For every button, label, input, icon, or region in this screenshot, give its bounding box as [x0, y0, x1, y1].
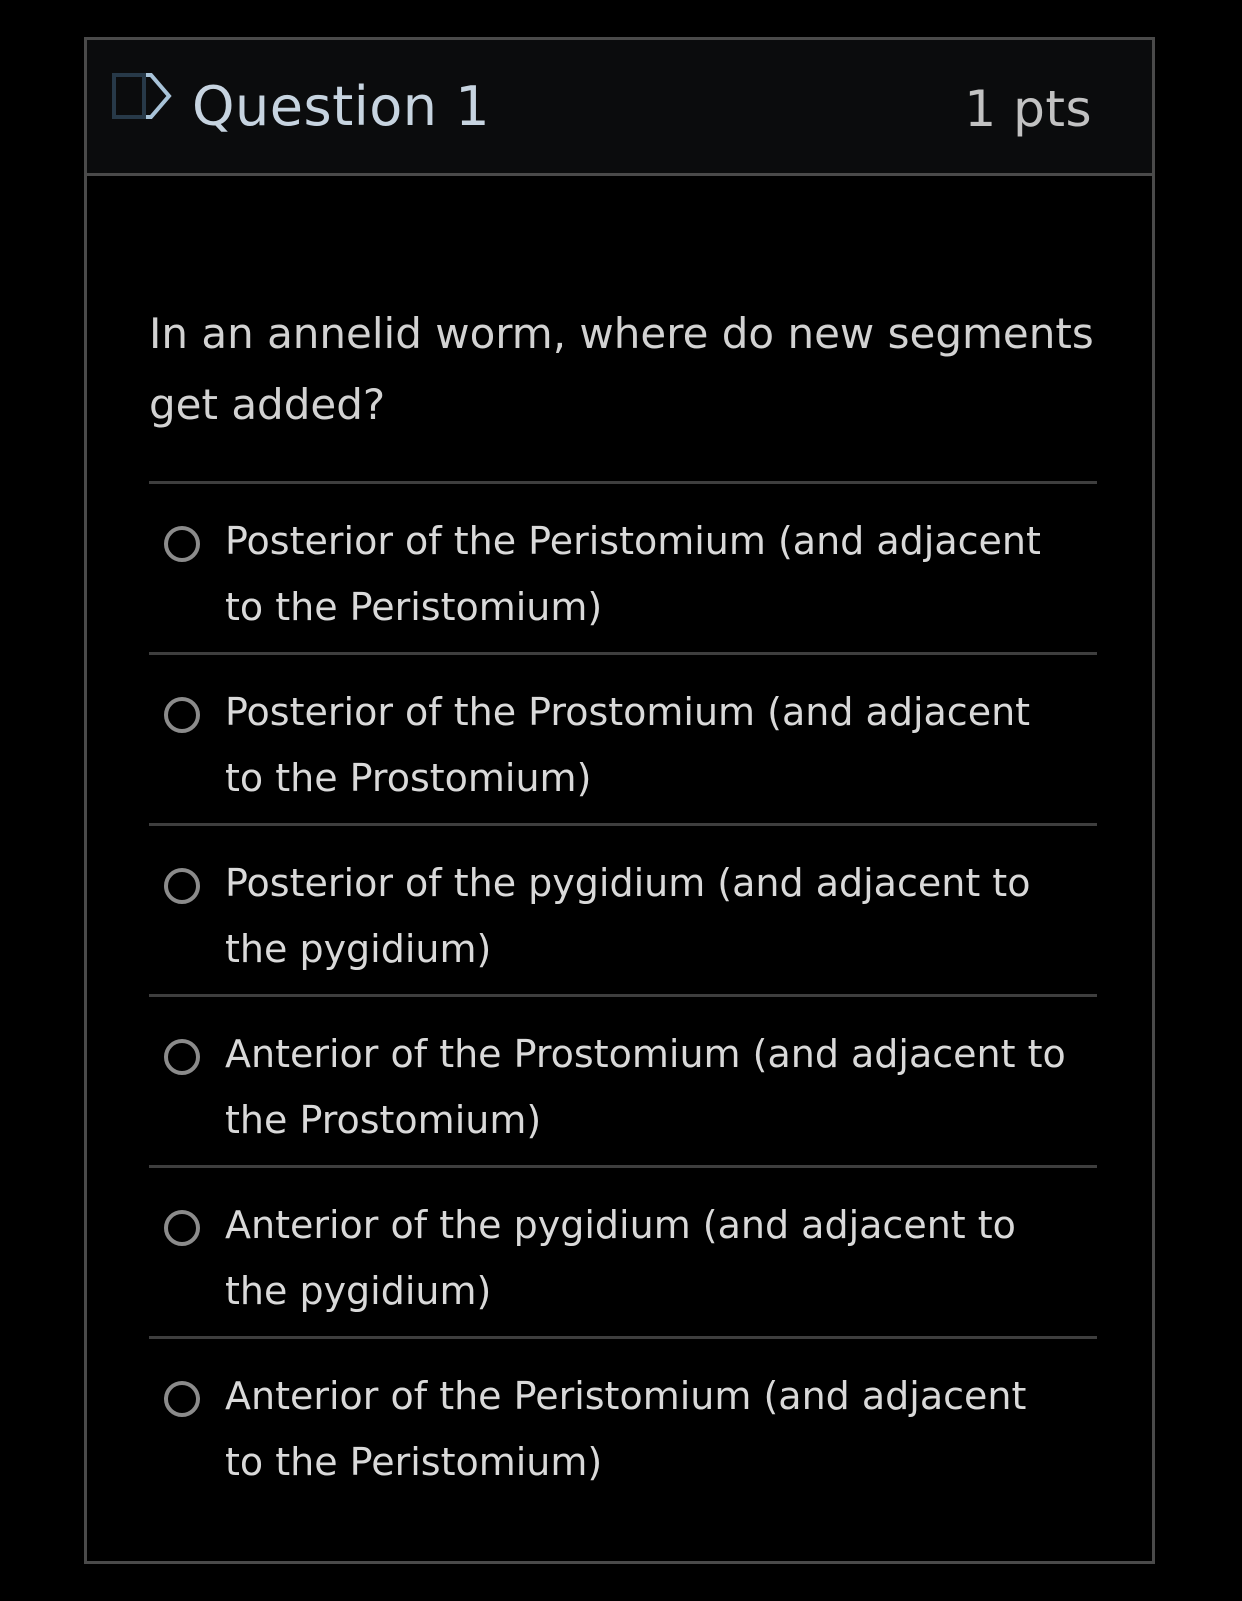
- quiz-question-card: [84, 37, 1155, 1564]
- answer-option[interactable]: [149, 1165, 1097, 1336]
- answer-option[interactable]: [149, 994, 1097, 1165]
- flag-question-icon[interactable]: [111, 72, 173, 120]
- question-header: [87, 40, 1152, 176]
- answer-label[interactable]: Posterior of the Peristomium (and adjacent to the Peristomium): [225, 519, 1041, 629]
- question-title: Question 1: [192, 75, 491, 138]
- radio-unselected-icon[interactable]: [164, 1039, 200, 1075]
- answer-option[interactable]: [149, 1336, 1097, 1507]
- answer-label[interactable]: Posterior of the pygidium (and adjacent to the pygidium): [225, 861, 1031, 971]
- question-prompt: In an annelid worm, where do new segments get added?: [149, 309, 1094, 429]
- question-points: 1 pts: [964, 80, 1092, 138]
- answer-option[interactable]: [149, 481, 1097, 652]
- answer-label[interactable]: Anterior of the pygidium (and adjacent to the pygidium): [225, 1203, 1016, 1313]
- answer-label[interactable]: Posterior of the Prostomium (and adjacent to the Prostomium): [225, 690, 1031, 800]
- answer-option[interactable]: [149, 652, 1097, 823]
- radio-unselected-icon[interactable]: [164, 1210, 200, 1246]
- radio-unselected-icon[interactable]: [164, 697, 200, 733]
- answer-label[interactable]: Anterior of the Peristomium (and adjacent to the Peristomium): [225, 1374, 1027, 1484]
- answer-list: [149, 481, 1097, 1507]
- answer-label[interactable]: Anterior of the Prostomium (and adjacent to the Prostomium): [225, 1032, 1066, 1142]
- radio-unselected-icon[interactable]: [164, 526, 200, 562]
- radio-unselected-icon[interactable]: [164, 1381, 200, 1417]
- radio-unselected-icon[interactable]: [164, 868, 200, 904]
- answer-option[interactable]: [149, 823, 1097, 994]
